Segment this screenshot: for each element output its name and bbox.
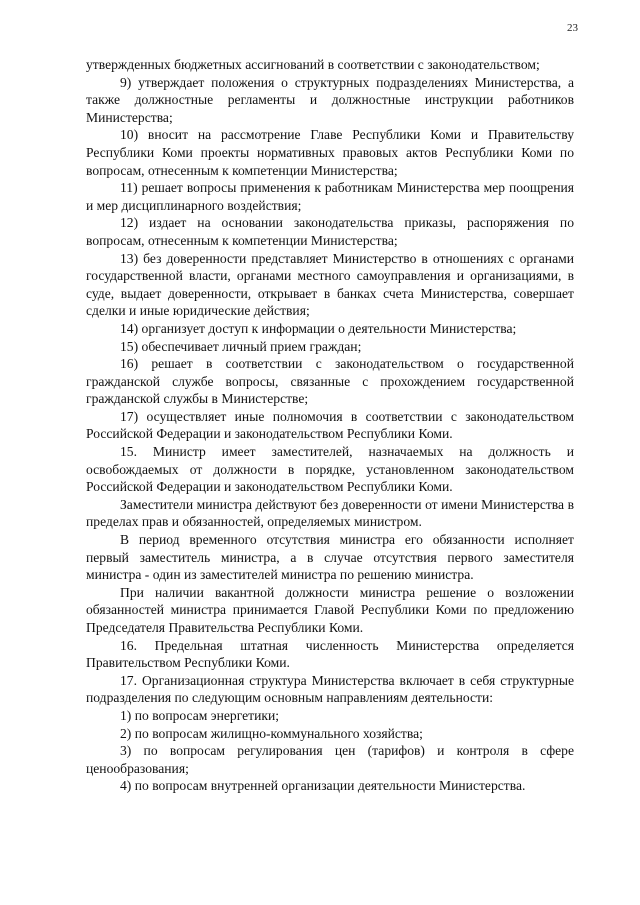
paragraph-direction-3: 3) по вопросам регулирования цен (тарифов) и контроля в сфере ценообразования; bbox=[86, 743, 574, 776]
paragraph-item-10: 10) вносит на рассмотрение Главе Республики Коми и Правительству Республики Коми проекты нормативных правовых актов Республики Коми по вопросам, отнесенным к компетенции Министерства; bbox=[86, 127, 574, 178]
paragraph-temporary-absence: В период временного отсутствия министра его обязанности исполняет первый заместитель министра, а в случае отсутствия первого заместителя министра - один из заместителей министра по решению министра. bbox=[86, 532, 574, 583]
paragraph-clause-15: 15. Министр имеет заместителей, назначаемых на должность и освобождаемых от должности в порядке, установленном законодательством Российской Федерации и законодательством Республики Коми. bbox=[86, 444, 574, 495]
paragraph-continuation: утвержденных бюджетных ассигнований в соответствии с законодательством; bbox=[86, 57, 540, 72]
paragraph-deputies: Заместители министра действуют без доверенности от имени Министерства в пределах прав и обязанностей, определяемых министром. bbox=[86, 496, 574, 530]
paragraph-clause-17: 17. Организационная структура Министерства включает в себя структурные подразделения по следующим основным направлениям деятельности: bbox=[86, 672, 574, 706]
paragraph-clause-16: 16. Предельная штатная численность Министерства определяется Правительством Республики Коми. bbox=[86, 637, 574, 671]
paragraph-item-9: 9) утверждает положения о структурных подразделениях Министерства, а также должностные регламенты и должностные инструкции работников Министерства; bbox=[86, 74, 574, 125]
paragraph-direction-2: 2) по вопросам жилищно-коммунального хозяйства; bbox=[120, 725, 423, 741]
paragraph-direction-4: 4) по вопросам внутренней организации деятельности Министерства. bbox=[120, 778, 526, 794]
paragraph-direction-1: 1) по вопросам энергетики; bbox=[120, 707, 279, 723]
page-number: 23 bbox=[567, 22, 578, 34]
paragraph-item-13: 13) без доверенности представляет Министерство в отношениях с органами государственной власти, органами местного самоуправления и организациями, в суде, выдает доверенности, открывает в банках счета Министерства, совершает сделки и иные юридические действия; bbox=[86, 250, 574, 319]
paragraph-item-14: 14) организует доступ к информации о деятельности Министерства; bbox=[120, 320, 517, 336]
paragraph-vacancy: При наличии вакантной должности министра решение о возложении обязанностей министра принимается Главой Республики Коми по предложению Председателя Правительства Республики Коми. bbox=[86, 584, 574, 635]
paragraph-item-15: 15) обеспечивает личный прием граждан; bbox=[120, 338, 362, 354]
paragraph-item-17: 17) осуществляет иные полномочия в соответствии с законодательством Российской Федерации и законодательством Республики Коми. bbox=[86, 408, 574, 442]
paragraph-item-16: 16) решает в соответствии с законодательством о государственной гражданской службе вопросы, связанные с прохождением государственной гражданской службы в Министерстве; bbox=[86, 356, 574, 407]
document-body bbox=[86, 56, 574, 795]
paragraph-item-11: 11) решает вопросы применения к работникам Министерства мер поощрения и мер дисциплинарного воздействия; bbox=[86, 180, 574, 213]
paragraph-item-12: 12) издает на основании законодательства приказы, распоряжения по вопросам, отнесенным к компетенции Министерства; bbox=[86, 215, 574, 248]
